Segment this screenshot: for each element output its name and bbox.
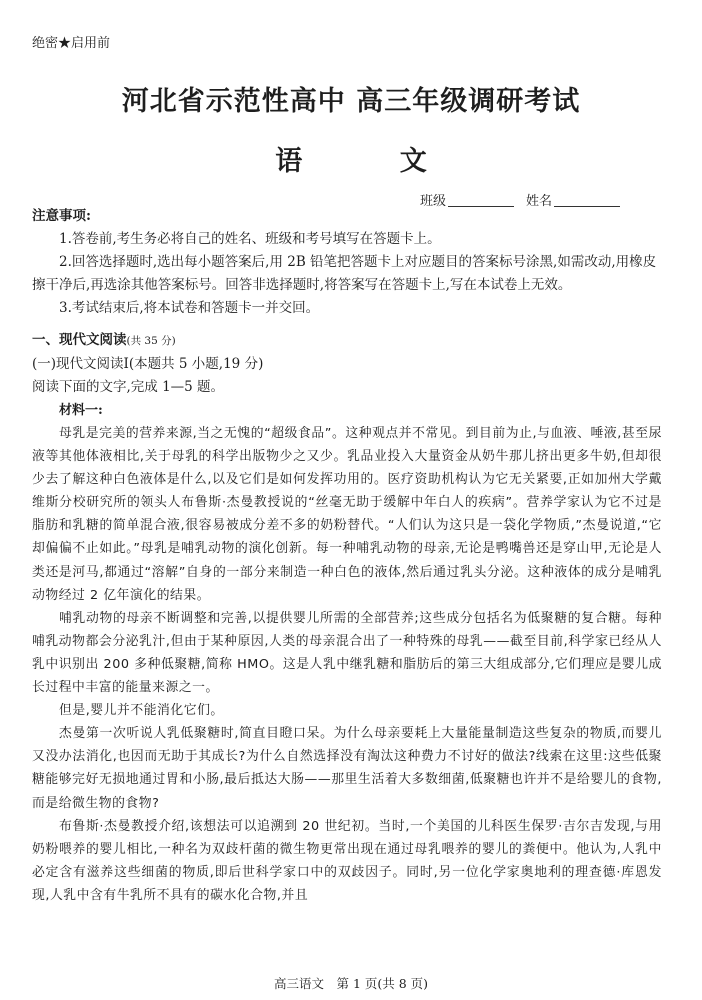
- exam-body: [32, 205, 662, 907]
- section-heading: [32, 329, 662, 353]
- exam-title: 河北省示范性高中 高三年级调研考试: [121, 86, 581, 117]
- section-title: 一、现代文阅读: [32, 332, 127, 348]
- passage-paragraph: 母乳是完美的营养来源,当之无愧的“超级食品”。这种观点并不常见。到目前为止,与血液、唾液,甚至尿液等其他体液相比,关于母乳的科学出版物少之又少。乳品业投入大量资金从奶牛那儿挤出更多牛奶,但却很少去了解这种白色液体是什么,以及它们是如何发挥功用的。医疗资助机构认为它无关紧要,正如加州大学戴维斯分校研究所的领头人布鲁斯·杰曼教授说的“丝毫无助于缓解中年白人的疾病”。营养学家认为它不过是脂肪和乳糖的简单混合液,很容易被成分差不多的奶粉替代。“人们认为这只是一袋化学物质,”杰曼说道,“它却偏偏不止如此。”母乳是哺乳动物的演化创新。每一种哺乳动物的母亲,无论是鸭嘴兽还是穿山甲,无论是人类还是河马,都通过“溶解”自身的一部分来制造一种白色的液体,然后通过乳头分泌。这种液体的成分是哺乳动物经过 2 亿年演化的结果。: [32, 426, 662, 603]
- subject-title: 语 文: [275, 146, 471, 177]
- passage: [32, 422, 662, 907]
- sub-section-heading: (一)现代文阅读Ⅰ(本题共 5 小题,19 分): [32, 356, 264, 372]
- notice-item-2: 2.回答选择题时,选出每小题答案后,用 2B 铅笔把答题卡上对应题目的答案标号涂黑,如需改动,用橡皮擦干净后,再选涂其他答案标号。回答非选择题时,将答案写在答题卡上,写在本试卷上无效。: [32, 254, 657, 293]
- notice-item-3: 3.考试结束后,将本试卷和答题卡一并交回。: [59, 300, 320, 316]
- passage-paragraph: 杰曼第一次听说人乳低聚糖时,简直目瞪口呆。为什么母亲要耗上大量能量制造这些复杂的物质,而婴儿又没办法消化,也因而无助于其成长?为什么自然选择没有淘汰这种费力不讨好的做法?线索在这里:这些低聚糖能够完好无损地通过胃和小肠,最后抵达大肠——那里生活着大多数细菌,低聚糖也许并不是给婴儿的食物,而是给微生物的食物?: [32, 726, 662, 811]
- notice-item-1: 1.答卷前,考生务必将自己的姓名、班级和考号填写在答题卡上。: [59, 231, 441, 247]
- confidential-mark: 绝密★启用前: [32, 36, 111, 51]
- notice-heading: 注意事项:: [32, 208, 91, 224]
- class-label: 班级: [420, 194, 447, 209]
- reading-instruction: 阅读下面的文字,完成 1—5 题。: [32, 379, 225, 395]
- passage-paragraph: 哺乳动物的母亲不断调整和完善,以提供婴儿所需的全部营养;这些成分包括名为低聚糖的复合糖。每种哺乳动物都会分泌乳汁,但由于某种原因,人类的母亲混合出了一种特殊的母乳——截至目前,科学家已经从人乳中识别出 200 多种低聚糖,简称 HMO。这是人乳中继乳糖和脂肪后的第三大组成部分,它们理应是婴儿成长过程中丰富的能量来源之一。: [32, 610, 662, 696]
- section-points: (共 35 分): [126, 335, 176, 347]
- page-footer: 高三语文 第 1 页(共 8 页): [273, 976, 429, 991]
- material-label: 材料一:: [59, 403, 103, 418]
- passage-paragraph: 布鲁斯·杰曼教授介绍,该想法可以追溯到 20 世纪初。当时,一个美国的儿科医生保罗·吉尔吉发现,与用奶粉喂养的婴儿相比,一种名为双歧杆菌的微生物更常出现在通过母乳喂养的婴儿的粪便中。他认为,人乳中必定含有滋养这些细菌的物质,即后世科学家口中的双歧因子。同时,另一位化学家奥地利的理查德·库恩发现,人乳中含有牛乳所不具有的碳水化合物,并且: [32, 818, 662, 903]
- name-label: 姓名: [526, 194, 553, 209]
- passage-paragraph: 但是,婴儿并不能消化它们。: [59, 703, 224, 719]
